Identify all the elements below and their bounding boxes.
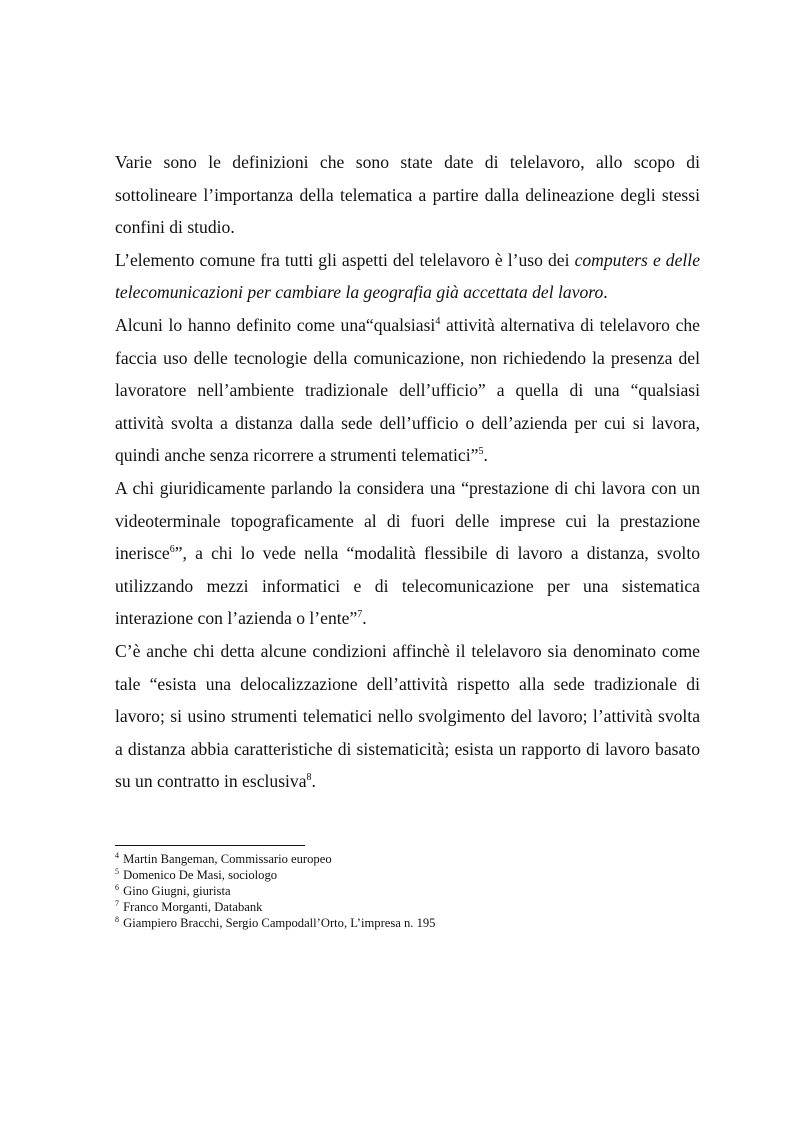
paragraph-conditions <box>115 635 700 798</box>
footnote-ref[interactable]: 8 <box>306 772 312 784</box>
paragraph-text: Alcuni lo hanno definito come una“qualsiasi <box>115 314 436 335</box>
paragraph-text: C’è anche chi detta alcune condizioni affinchè il telelavoro sia denominato come tale “esista una delocalizzazione dell’attività rispetto alla sede tradizionale di lavoro; si usino strumenti telematici nello svolgimento del lavoro; l’attività svolta a distanza abbia caratteristiche di sistematicità; esista un rapporto di lavoro basato su un contratto in esclusiva <box>115 640 700 792</box>
paragraph-common-element <box>115 244 700 309</box>
footnote-number: 7 <box>115 899 119 908</box>
footnotes-section <box>115 851 700 931</box>
paragraph-definitions <box>115 146 700 244</box>
footnote-ref[interactable]: 6 <box>169 544 175 556</box>
footnote <box>115 915 700 931</box>
footnote-divider <box>115 845 305 846</box>
footnote-text: Giampiero Bracchi, Sergio Campodall’Orto, L’impresa n. 195 <box>123 916 436 930</box>
paragraph-text: attività alternativa di telelavoro che faccia uso delle tecnologie della comunicazione, non richiedendo la presenza del lavoratore nell’ambiente tradizionale dell’ufficio” a quella di una “qualsiasi attività svolta a distanza dalla sede dell’ufficio o dell’azienda per cui si lavora, quindi anche senza ricorrere a strumenti telematici” <box>115 314 700 466</box>
paragraph-legal-view <box>115 472 700 635</box>
paragraph-text: . <box>603 282 608 303</box>
footnote-text: Gino Giugni, giurista <box>123 884 231 898</box>
paragraph-text: A chi giuridicamente parlando la considera una “prestazione di chi lavora con un videoterminale topograficamente al di fuori delle imprese cui la prestazione inerisce <box>115 477 700 564</box>
footnote-text: Franco Morganti, Databank <box>123 900 263 914</box>
paragraph-text: . <box>311 771 316 792</box>
paragraph-alternative-activity <box>115 309 700 472</box>
paragraph-text: . <box>483 445 488 466</box>
footnote-number: 5 <box>115 867 119 876</box>
paragraph-text: ”, a chi lo vede nella “modalità flessibile di lavoro a distanza, svolto utilizzando mezzi informatici e di telecomunicazione per una sistematica interazione con l’azienda o l’ente” <box>115 543 700 629</box>
body-text <box>115 146 700 798</box>
footnote-ref[interactable]: 4 <box>435 315 441 327</box>
footnote-number: 8 <box>115 915 119 924</box>
italic-emphasis: computers e delle telecomunicazioni per cambiare la geografia già accettata del lavoro <box>115 249 701 303</box>
footnote <box>115 851 700 867</box>
footnote-text: Martin Bangeman, Commissario europeo <box>123 852 332 866</box>
footnote <box>115 899 700 915</box>
paragraph-text: Varie sono le definizioni che sono state date di telelavoro, allo scopo di sottolineare l’importanza della telematica a partire dalla delineazione degli stessi confini di studio. <box>115 152 700 238</box>
footnote-number: 4 <box>115 851 119 860</box>
footnote-ref[interactable]: 5 <box>478 446 484 458</box>
footnote-ref[interactable]: 7 <box>357 609 363 621</box>
footnote-number: 6 <box>115 883 119 892</box>
footnote <box>115 883 700 899</box>
paragraph-text: . <box>362 608 367 629</box>
footnote <box>115 867 700 883</box>
footnote-text: Domenico De Masi, sociologo <box>123 868 278 882</box>
paragraph-text: L’elemento comune fra tutti gli aspetti del telelavoro è l’uso dei <box>115 249 575 270</box>
